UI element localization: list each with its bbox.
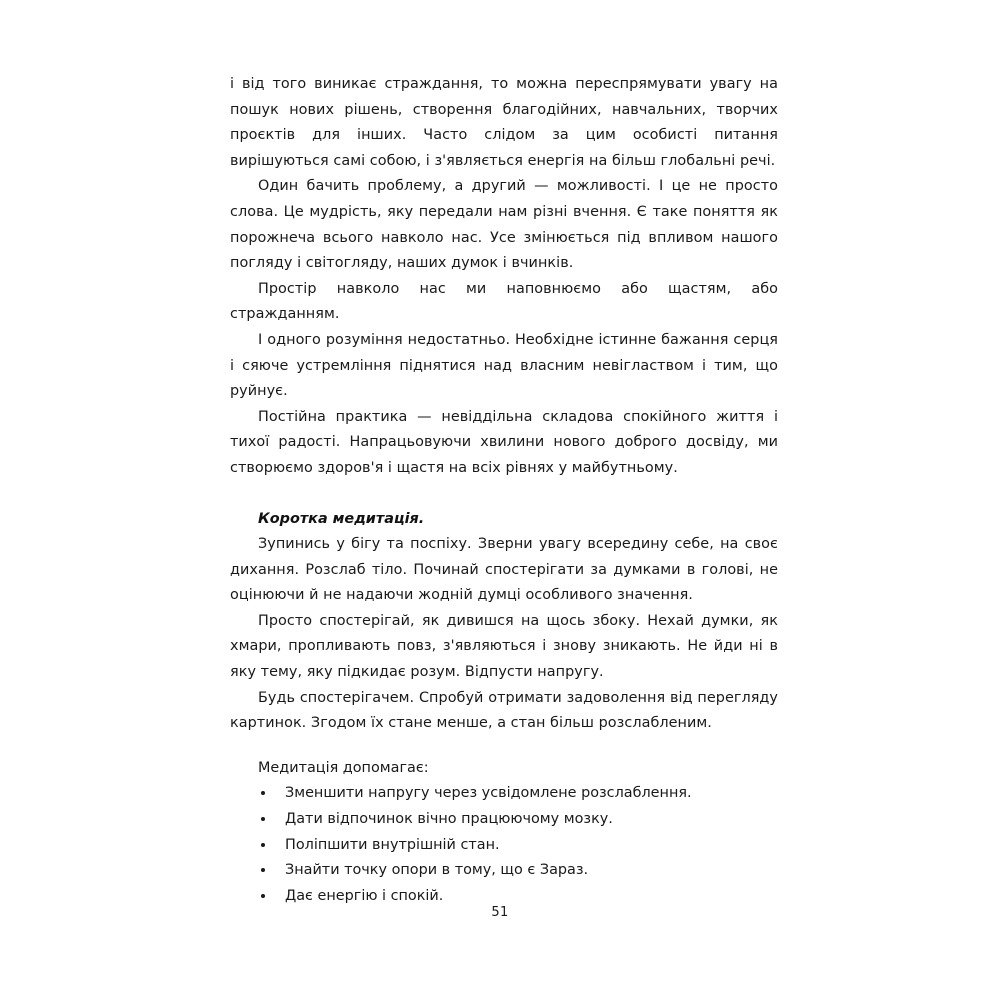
benefits-list — [230, 781, 778, 909]
section-spacer — [230, 482, 778, 507]
list-item-label: Знайти точку опори в тому, що є Зараз. — [285, 862, 589, 879]
paragraph: Зупинись у бігу та поспіху. Зверни увагу всередину себе, на своє дихання. Розслаб тіло. Починай спостерігати за думками в голові, не оцінюючи й не надаючи жодній думці особливого значення. — [230, 536, 778, 604]
paragraph: Простір навколо нас ми наповнюємо або щастям, або стражданням. — [230, 280, 778, 323]
list-item — [230, 807, 778, 833]
list-item-label: Поліпшити внутрішній стан. — [285, 836, 500, 853]
text-column — [230, 72, 778, 909]
list-item — [230, 858, 778, 884]
list-spacer — [230, 737, 778, 756]
bullet-icon — [261, 817, 265, 821]
paragraph: Один бачить проблему, а другий — можливості. І це не просто слова. Це мудрість, яку передали нам різні вчення. Є таке поняття як порожнеча всього навколо нас. Усе змінюється під впливом нашого погляду і світогляду, наших думок і вчинків. — [230, 178, 778, 272]
list-item-label: Дати відпочинок вічно працюючому мозку. — [285, 811, 613, 828]
paragraph: Просто спостерігай, як дивишся на щось збоку. Нехай думки, як хмари, пропливають повз, з'являються і знову зникають. Не йди ні в яку тему, яку підкидає розум. Відпусти напругу. — [230, 612, 778, 681]
paragraph: Постійна практика — невіддільна складова спокійного життя і тихої радості. Напрацьовуючи хвилини нового доброго досвіду, ми створюємо здоров'я і щастя на всіх рівнях у майбутньому. — [230, 408, 778, 476]
paragraph: І одного розуміння недостатньо. Необхідне істинне бажання серця і сяюче устремління піднятися над власним невіглаством і тим, що руйнує. — [230, 331, 778, 400]
bullet-icon — [261, 843, 265, 847]
bullet-icon — [261, 791, 265, 795]
paragraph: і від того виникає страждання, то можна переспрямувати увагу на пошук нових рішень, створення благодійних, навчальних, творчих проєктів для інших. Часто слідом за цим особисті питання вирішуються самі собою, і з'являється енергія на більш глобальні речі. — [230, 76, 778, 169]
section-subheading: Коротка медитація. — [258, 510, 425, 527]
bullet-icon — [261, 894, 265, 898]
page-number: 51 — [491, 905, 509, 920]
list-item-label: Дає енергію і спокій. — [285, 887, 444, 904]
list-intro: Медитація допомагає: — [258, 759, 429, 776]
list-item-label: Зменшити напругу через усвідомлене розслаблення. — [285, 785, 692, 802]
list-item — [230, 833, 778, 859]
list-item — [230, 781, 778, 807]
bullet-icon — [261, 868, 265, 872]
paragraph: Будь спостерігачем. Спробуй отримати задоволення від перегляду картинок. Згодом їх стане менше, а стан більш розслабленим. — [230, 689, 778, 732]
